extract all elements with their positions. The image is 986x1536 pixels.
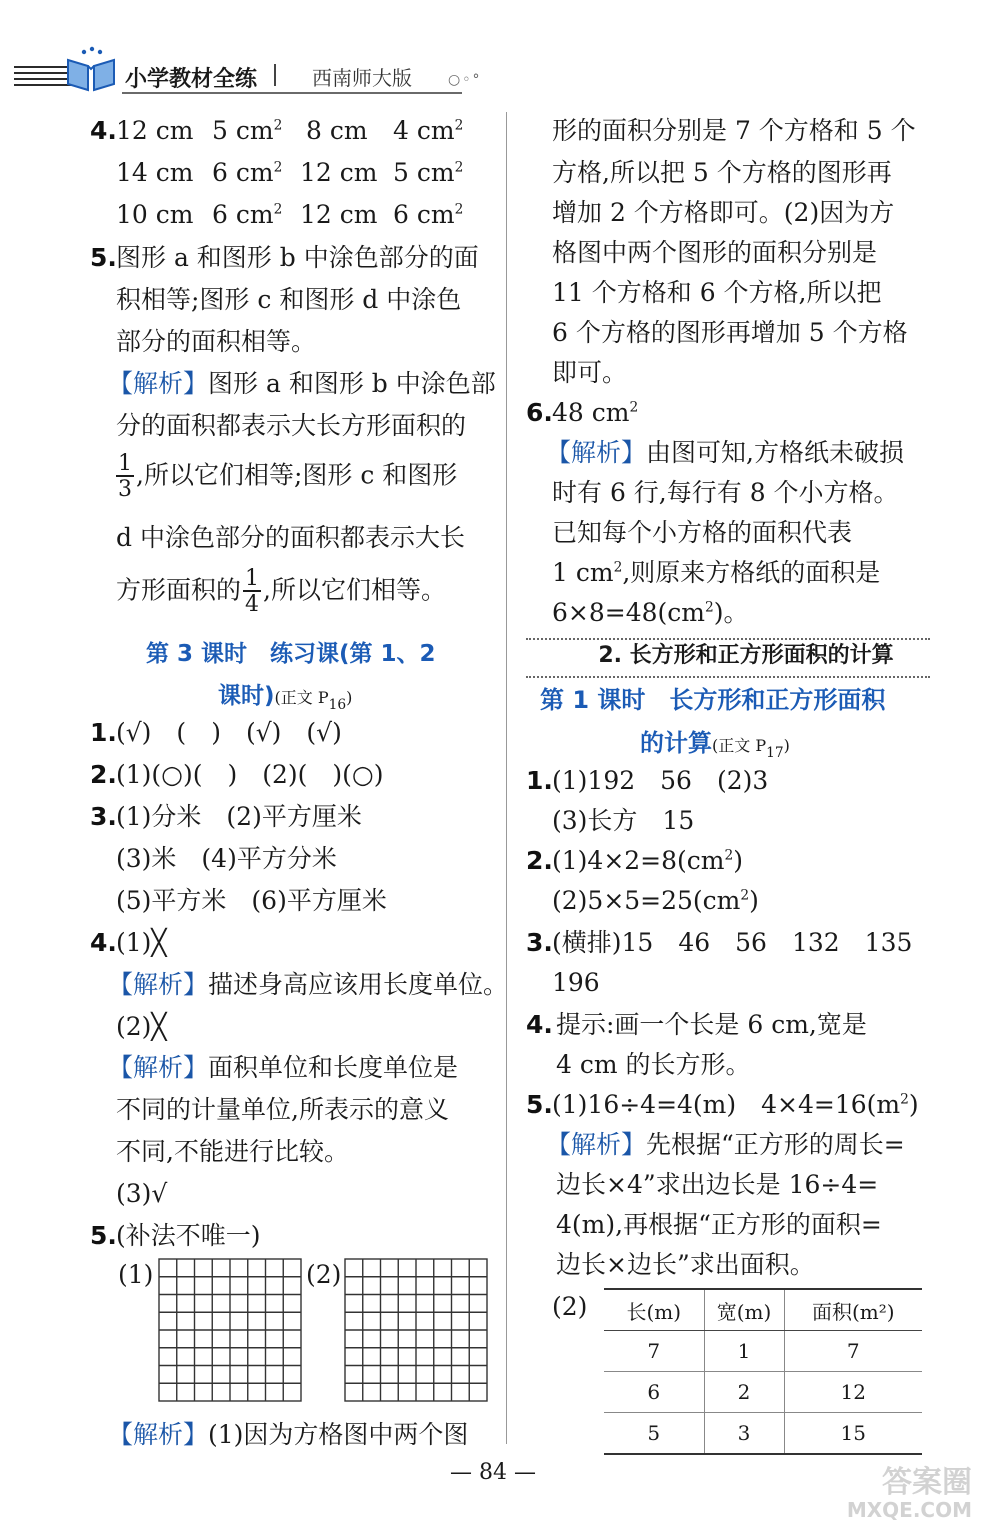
brand-title: 小学教材全练	[125, 67, 258, 92]
r5-expl-l4: 边长×边长”求出面积。	[556, 1250, 815, 1279]
fraction-one-third: $\frac{1}{3}$	[118, 451, 132, 502]
q5-expl-l1: 图形 a 和图形 b 中涂色部	[208, 369, 496, 398]
q5-expl-tag: 【解析】	[108, 369, 209, 398]
r4-number: 4.	[526, 1010, 553, 1039]
watermark-line-1: 答案圈	[882, 1465, 972, 1500]
q5-line-2: 积相等;图形 c 和图形 d 中涂色	[116, 285, 462, 314]
p3-line-3: (5)平方米 (6)平方厘米	[116, 886, 387, 915]
r5-expl-l2: 边长×4”求出边长是 16÷4=	[556, 1170, 879, 1199]
r2-number: 2.	[526, 846, 553, 875]
r4-line-2: 4 cm 的长方形。	[556, 1050, 751, 1079]
lesson3-ref: (正文 P	[274, 688, 329, 707]
r5-tag: 【解析】	[546, 1130, 647, 1159]
q6-tag: 【解析】	[546, 438, 647, 467]
table-cell: 3	[704, 1413, 784, 1455]
column-divider	[506, 112, 507, 1444]
edition-label: 西南师大版	[312, 66, 412, 90]
r5-expl-l1: 先根据“正方形的周长=	[646, 1130, 905, 1159]
r4-line-1: 提示:画一个长是 6 cm,宽是	[556, 1010, 867, 1039]
p4-tag-1: 【解析】	[108, 970, 209, 999]
q5-expl-l2: 分的面积都表示大长方形面积的	[116, 411, 467, 440]
table-header-row	[604, 1289, 922, 1331]
p4-expl-2-l1: 面积单位和长度单位是	[208, 1053, 459, 1082]
p4-b: (2)╳	[116, 1012, 167, 1041]
r1-number: 1.	[526, 766, 553, 795]
r1-line-1: (1)192 56 (2)3	[552, 766, 769, 795]
p3-line-2: (3)米 (4)平方分米	[116, 844, 337, 873]
q5-expl-l3: ,所以它们相等;图形 c 和图形	[136, 460, 458, 490]
p4-tag-2: 【解析】	[108, 1053, 209, 1082]
table-cell: 12	[784, 1372, 922, 1413]
cont-line-4: 格图中两个图形的面积分别是	[552, 238, 878, 267]
table-cell: 6	[604, 1372, 704, 1413]
section-rule-top	[526, 638, 930, 640]
lesson1-title-a: 第 1 课时 长方形和正方形面积	[540, 686, 886, 714]
p5-text: (补法不唯一)	[116, 1221, 261, 1250]
p1-answers: (√) ( ) (√) (√)	[116, 718, 342, 747]
q5-expl-l5a: 方形面积的	[116, 575, 242, 605]
watermark-line-2: MXQE.COM	[846, 1498, 972, 1522]
cont-line-1: 形的面积分别是 7 个方格和 5 个	[552, 116, 916, 145]
p4-c: (3)√	[116, 1179, 168, 1208]
r5-expl-l3: 4(m),再根据“正方形的面积=	[556, 1210, 882, 1239]
q4-r1-c2: 5 cm	[212, 116, 274, 145]
r3-line-2: 196	[552, 968, 600, 997]
q4-r3-c1: 10 cm	[116, 200, 194, 229]
q5-expl-l4: d 中涂色部分的面积都表示大长	[116, 523, 465, 552]
p5-tag: 【解析】	[108, 1420, 209, 1449]
section-rule-bottom	[526, 676, 930, 678]
table-header-length: 长(m)	[604, 1289, 704, 1331]
q4-r1-c3: 8 cm	[306, 116, 368, 145]
q6-l5a: 6×8=48(cm	[552, 598, 705, 627]
r1-line-2: (3)长方 15	[552, 806, 695, 835]
p2-answers: (1)(○)( ) (2)( )(○)	[116, 760, 384, 789]
p4-number: 4.	[90, 928, 117, 957]
page-number: — 84 —	[450, 1460, 536, 1485]
table-cell: 5	[604, 1413, 704, 1455]
q4-r2-c1: 14 cm	[116, 158, 194, 187]
p5-expl: (1)因为方格图中两个图	[208, 1420, 469, 1449]
table-row	[604, 1413, 922, 1455]
r3-line-1: (横排)15 46 56 132 135	[552, 928, 913, 957]
p4-a: (1)╳	[116, 928, 167, 957]
cont-line-2: 方格,所以把 5 个方格的图形再	[552, 158, 892, 187]
r5-line-1: (1)16÷4=4(m) 4×4=16(m	[552, 1090, 901, 1119]
table-cell: 7	[784, 1331, 922, 1372]
lesson3-title-b: 课时)	[218, 683, 275, 709]
p1-number: 1.	[90, 718, 117, 747]
p4-expl-2-l2: 不同的计量单位,所表示的意义	[116, 1095, 449, 1124]
table-cell: 2	[704, 1372, 784, 1413]
q6-l3: 已知每个小方格的面积代表	[552, 518, 853, 547]
q4-r2-c4: 5 cm	[393, 158, 455, 187]
table-row	[604, 1331, 922, 1372]
q4-r1-c1: 12 cm	[116, 116, 194, 145]
grid-figure-2	[344, 1258, 488, 1402]
q5-line-1: 图形 a 和图形 b 中涂色部分的面	[116, 243, 479, 272]
header-rule	[122, 92, 462, 94]
q4-r2-c2: 6 cm	[212, 158, 274, 187]
r2-line-2: (2)5×5=25(cm	[552, 886, 741, 915]
table-cell: 15	[784, 1413, 922, 1455]
r2-line-1: (1)4×2=8(cm	[552, 846, 725, 875]
lesson1-title-b: 的计算	[640, 729, 712, 757]
q4-r3-c4: 6 cm	[393, 200, 455, 229]
p4-expl-1: 描述身高应该用长度单位。	[208, 970, 509, 999]
lesson1-ref: (正文 P	[712, 736, 767, 755]
area-table	[604, 1288, 922, 1455]
table-header-width: 宽(m)	[704, 1289, 784, 1331]
table-header-area: 面积(m²)	[784, 1289, 922, 1331]
q6-answer: 48 cm	[552, 398, 630, 427]
q6-l4a: 1 cm	[552, 558, 614, 587]
book-logo-icon	[64, 46, 118, 92]
cont-line-3: 增加 2 个方格即可。(2)因为方	[552, 198, 895, 227]
p5-number: 5.	[90, 1221, 117, 1250]
q4-r2-c3: 12 cm	[300, 158, 378, 187]
q6-l1: 由图可知,方格纸未破损	[646, 438, 904, 467]
cont-line-6: 6 个方格的图形再增加 5 个方格	[552, 318, 908, 347]
p3-number: 3.	[90, 802, 117, 831]
p2-number: 2.	[90, 760, 117, 789]
p3-line-1: (1)分米 (2)平方厘米	[116, 802, 362, 831]
watermark	[847, 1466, 972, 1521]
q4-r3-c3: 12 cm	[300, 200, 378, 229]
cont-line-5: 11 个方格和 6 个方格,所以把	[552, 278, 882, 307]
grid-figure-1	[158, 1258, 302, 1402]
cont-line-7: 即可。	[552, 358, 628, 387]
header-separator	[274, 64, 276, 86]
table-row	[604, 1372, 922, 1413]
q5-number: 5.	[90, 243, 117, 272]
p5-label-1: (1)	[118, 1260, 154, 1289]
r3-number: 3.	[526, 928, 553, 957]
table-cell: 1	[704, 1331, 784, 1372]
q6-l5b: )。	[713, 598, 749, 627]
p5-label-2: (2)	[306, 1260, 342, 1289]
lesson3-title-a: 第 3 课时 练习课(第 1、2	[146, 641, 436, 667]
section-title: 2. 长方形和正方形面积的计算	[598, 643, 894, 668]
table-cell: 7	[647, 1339, 661, 1363]
q5-line-3: 部分的面积相等。	[116, 327, 317, 356]
r5-label-2: (2)	[552, 1292, 588, 1321]
q6-l4b: ,则原来方格纸的面积是	[622, 558, 881, 587]
header-dots-decor: ○◦°	[448, 72, 482, 88]
q6-number: 6.	[526, 398, 553, 427]
q4-r3-c2: 6 cm	[212, 200, 274, 229]
q5-expl-l5b: ,所以它们相等。	[263, 575, 446, 605]
q4-r1-c4: 4 cm	[393, 116, 455, 145]
fraction-one-quarter: $\frac{1}{4}$	[245, 566, 260, 617]
p4-expl-2-l3: 不同,不能进行比较。	[116, 1137, 349, 1166]
q4-number: 4.	[90, 116, 117, 145]
q6-l2: 时有 6 行,每行有 8 个小方格。	[552, 478, 899, 507]
r5-number: 5.	[526, 1090, 553, 1119]
